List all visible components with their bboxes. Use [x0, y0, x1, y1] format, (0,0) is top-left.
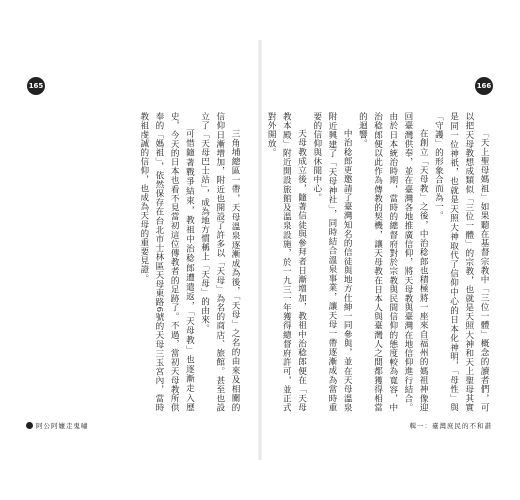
- running-head-left: [26, 421, 89, 430]
- paragraph: 天母教成立後，隨著信徒與參拜者日漸增加，教祖中治稔郎便在「天母教本殿」附近開設旅館及溫泉設施，於一九三一年獲得總督府許可，並正式對外開放。: [266, 112, 307, 412]
- page-number-left: 165: [27, 77, 45, 95]
- page-gutter: [258, 40, 262, 460]
- left-page-text: [32, 112, 242, 412]
- bullet-icon: [26, 422, 33, 429]
- paragraph: 中治稔郎更邀請了臺灣知名的信徒與地方仕紳一同參與，並在天母溫泉附近興建了「天母神社」，同時結合溫泉事業，讓天母一帶逐漸成為當時重要的信仰與休閒中心。: [311, 112, 353, 412]
- running-head-text: 阿公阿嬤走鬼嘯: [36, 422, 89, 430]
- page-number-right: 166: [475, 77, 493, 95]
- paragraph: 三角埔總區一帶，天母溫泉逐漸成為後，「天母」之名的由來及相關的信仰日漸增加，附近也開設了許多以「天母」為名的商店、旅館。甚至也設立了「天母巴士站」，成為地方慣稱上「天母」的由來。: [199, 112, 240, 412]
- paragraph: 「天上聖母媽祖」如果聽在基督宗教中「三位一體」概念的讀者們，可以把天母教想成類似「三位一體」的宗教，也就是天照大神和天上聖母其實是同一位神祇，也就是天照大神取代了信仰中心的日本化神明，「母性」與「守護」的形象合而為一。: [433, 112, 489, 412]
- running-head-right: [410, 421, 493, 430]
- paragraph: 可惜隨著戰爭結束，教祖中治稔郎遭遣返，「天母教」也逐漸走入歷史，今天的日本也看不見當初這位傳教者的足跡了。不過，當初天母教所供奉的「媽祖」，依然保存在台北市士林區天母東路6號的天母三玉宮內，當時教祖虔誠的信仰，也成為天母的重要見證。: [138, 112, 195, 412]
- right-page-text: [266, 112, 491, 412]
- running-head-text: 輯一：臺灣庶民的不和諧: [409, 422, 492, 430]
- paragraph: 在創立「天母教」之後，中治稔郎也積極將一座來自福州的媽祖神像迎回臺灣供奉，並在臺灣各地推廣信仰，將天母教與臺灣在地信仰進行結合。由於日本統治時期，當時的總督府對於宗教與民間信仰的態度較為寬容，中治稔郎便以此作為傳教的契機，讓天母教在日本人與臺灣人之間都獲得相當的迴響。: [357, 112, 429, 412]
